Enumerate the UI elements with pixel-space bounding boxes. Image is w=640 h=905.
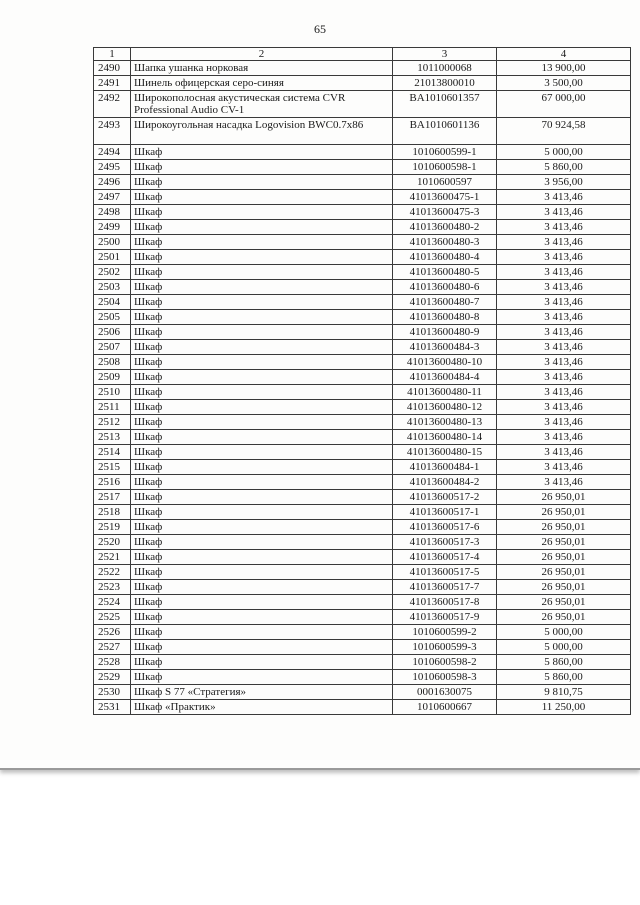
table-row [94,325,631,340]
value-cell: 26 950,01 [497,535,631,550]
item-name-cell: Шкаф [131,400,393,415]
value-cell: 3 500,00 [497,76,631,91]
table-row [94,385,631,400]
table-row [94,550,631,565]
value-cell: 3 413,46 [497,220,631,235]
value-cell: 3 413,46 [497,235,631,250]
row-number-cell: 2520 [94,535,131,550]
item-name-cell: Широкоугольная насадка Logovision BWC0.7x86 [131,118,393,145]
item-name-cell: Шкаф [131,445,393,460]
row-number-cell: 2505 [94,310,131,325]
row-number-cell: 2528 [94,655,131,670]
item-name-cell: Шкаф [131,580,393,595]
item-name-cell: Шкаф [131,505,393,520]
item-name-cell: Шкаф [131,595,393,610]
inventory-code-cell: 41013600480-10 [393,355,497,370]
inventory-code-cell: 0001630075 [393,685,497,700]
value-cell: 3 413,46 [497,415,631,430]
item-name-cell: Шкаф [131,520,393,535]
item-name-cell: Шкаф [131,340,393,355]
item-name-cell: Шкаф [131,490,393,505]
value-cell: 3 413,46 [497,355,631,370]
inventory-code-cell: 41013600517-5 [393,565,497,580]
item-name-cell: Шкаф [131,610,393,625]
item-name-cell: Шкаф [131,550,393,565]
value-cell: 70 924,58 [497,118,631,145]
inventory-code-cell: 1010600598-3 [393,670,497,685]
inventory-code-cell: 41013600517-6 [393,520,497,535]
table-row [94,175,631,190]
table-row [94,460,631,475]
row-number-cell: 2494 [94,145,131,160]
table-body [94,61,631,715]
item-name-cell: Шкаф [131,310,393,325]
value-cell: 26 950,01 [497,505,631,520]
value-cell: 3 413,46 [497,370,631,385]
row-number-cell: 2525 [94,610,131,625]
item-name-cell: Шкаф [131,160,393,175]
table-row [94,400,631,415]
value-cell: 3 413,46 [497,190,631,205]
value-cell: 26 950,01 [497,595,631,610]
row-number-cell: 2493 [94,118,131,145]
item-name-cell: Шкаф S 77 «Стратегия» [131,685,393,700]
item-name-cell: Шкаф [131,190,393,205]
value-cell: 3 413,46 [497,205,631,220]
item-name-cell: Шкаф [131,655,393,670]
table-row [94,415,631,430]
table-row [94,595,631,610]
table-row [94,625,631,640]
item-name-cell: Шкаф [131,145,393,160]
item-name-cell: Шкаф [131,385,393,400]
row-number-cell: 2491 [94,76,131,91]
table-row [94,685,631,700]
table-row [94,640,631,655]
value-cell: 13 900,00 [497,61,631,76]
item-name-cell: Шкаф [131,175,393,190]
inventory-code-cell: 41013600517-3 [393,535,497,550]
value-cell: 3 413,46 [497,400,631,415]
table-row [94,118,631,145]
row-number-cell: 2515 [94,460,131,475]
table-row [94,295,631,310]
row-number-cell: 2501 [94,250,131,265]
row-number-cell: 2519 [94,520,131,535]
value-cell: 5 860,00 [497,670,631,685]
table-row [94,370,631,385]
inventory-code-cell: 41013600480-13 [393,415,497,430]
inventory-code-cell: 41013600517-2 [393,490,497,505]
table-row [94,670,631,685]
table-row [94,160,631,175]
value-cell: 3 413,46 [497,295,631,310]
inventory-code-cell: 41013600484-4 [393,370,497,385]
value-cell: 11 250,00 [497,700,631,715]
row-number-cell: 2511 [94,400,131,415]
table-row [94,205,631,220]
table-row [94,265,631,280]
value-cell: 5 860,00 [497,655,631,670]
value-cell: 26 950,01 [497,550,631,565]
value-cell: 3 413,46 [497,280,631,295]
value-cell: 5 000,00 [497,625,631,640]
item-name-cell: Шкаф [131,670,393,685]
row-number-cell: 2529 [94,670,131,685]
inventory-code-cell: 1010600667 [393,700,497,715]
table-row [94,580,631,595]
value-cell: 3 413,46 [497,430,631,445]
value-cell: 5 000,00 [497,640,631,655]
value-cell: 26 950,01 [497,580,631,595]
item-name-cell: Шапка ушанка норковая [131,61,393,76]
value-cell: 3 413,46 [497,265,631,280]
row-number-cell: 2524 [94,595,131,610]
inventory-code-cell: 41013600480-5 [393,265,497,280]
row-number-cell: 2517 [94,490,131,505]
row-number-cell: 2518 [94,505,131,520]
row-number-cell: 2499 [94,220,131,235]
row-number-cell: 2508 [94,355,131,370]
inventory-code-cell: 41013600480-3 [393,235,497,250]
inventory-code-cell: 1010600598-1 [393,160,497,175]
row-number-cell: 2531 [94,700,131,715]
value-cell: 5 860,00 [497,160,631,175]
table-row [94,91,631,118]
table-row [94,340,631,355]
row-number-cell: 2527 [94,640,131,655]
value-cell: 67 000,00 [497,91,631,118]
item-name-cell: Шкаф [131,460,393,475]
table-header-row [94,48,631,61]
inventory-code-cell: BA1010601357 [393,91,497,118]
item-name-cell: Шкаф [131,235,393,250]
table-row [94,490,631,505]
inventory-code-cell: 41013600475-1 [393,190,497,205]
value-cell: 3 413,46 [497,475,631,490]
row-number-cell: 2526 [94,625,131,640]
item-name-cell: Шкаф [131,325,393,340]
row-number-cell: 2507 [94,340,131,355]
value-cell: 26 950,01 [497,610,631,625]
item-name-cell: Шкаф [131,250,393,265]
row-number-cell: 2522 [94,565,131,580]
row-number-cell: 2523 [94,580,131,595]
inventory-code-cell: 1010600599-1 [393,145,497,160]
inventory-code-cell: 41013600517-9 [393,610,497,625]
value-cell: 26 950,01 [497,490,631,505]
value-cell: 3 413,46 [497,310,631,325]
table-row [94,250,631,265]
row-number-cell: 2516 [94,475,131,490]
table-row [94,565,631,580]
item-name-cell: Шкаф [131,475,393,490]
table-row [94,655,631,670]
row-number-cell: 2496 [94,175,131,190]
row-number-cell: 2504 [94,295,131,310]
inventory-code-cell: 41013600480-12 [393,400,497,415]
row-number-cell: 2500 [94,235,131,250]
row-number-cell: 2492 [94,91,131,118]
row-number-cell: 2502 [94,265,131,280]
table-row [94,280,631,295]
column-header-1: 1 [94,48,131,61]
column-header-2: 2 [131,48,393,61]
table-row [94,61,631,76]
column-header-3: 3 [393,48,497,61]
item-name-cell: Шкаф [131,430,393,445]
row-number-cell: 2498 [94,205,131,220]
inventory-code-cell: 41013600480-2 [393,220,497,235]
row-number-cell: 2510 [94,385,131,400]
page-number: 65 [314,22,326,36]
item-name-cell: Шинель офицерская серо-синяя [131,76,393,91]
inventory-code-cell: 41013600480-15 [393,445,497,460]
row-number-cell: 2495 [94,160,131,175]
inventory-code-cell: 41013600480-7 [393,295,497,310]
item-name-cell: Шкаф [131,265,393,280]
inventory-code-cell: 41013600480-4 [393,250,497,265]
inventory-code-cell: 41013600480-9 [393,325,497,340]
row-number-cell: 2490 [94,61,131,76]
item-name-cell: Шкаф [131,295,393,310]
inventory-code-cell: 1010600599-3 [393,640,497,655]
value-cell: 26 950,01 [497,565,631,580]
inventory-code-cell: 41013600484-2 [393,475,497,490]
row-number-cell: 2503 [94,280,131,295]
row-number-cell: 2530 [94,685,131,700]
inventory-table [93,47,631,715]
value-cell: 5 000,00 [497,145,631,160]
inventory-code-cell: 41013600480-8 [393,310,497,325]
value-cell: 3 413,46 [497,460,631,475]
inventory-code-cell: 41013600517-1 [393,505,497,520]
value-cell: 9 810,75 [497,685,631,700]
value-cell: 3 956,00 [497,175,631,190]
value-cell: 3 413,46 [497,340,631,355]
item-name-cell: Шкаф [131,565,393,580]
row-number-cell: 2512 [94,415,131,430]
inventory-code-cell: 41013600480-6 [393,280,497,295]
item-name-cell: Широкополосная акустическая система CVR Professional Audio CV-1 [131,91,393,118]
inventory-code-cell: BA1010601136 [393,118,497,145]
inventory-code-cell: 41013600517-7 [393,580,497,595]
value-cell: 3 413,46 [497,385,631,400]
table-row [94,145,631,160]
item-name-cell: Шкаф [131,625,393,640]
value-cell: 3 413,46 [497,250,631,265]
item-name-cell: Шкаф [131,640,393,655]
row-number-cell: 2513 [94,430,131,445]
inventory-code-cell: 41013600517-8 [393,595,497,610]
row-number-cell: 2521 [94,550,131,565]
inventory-code-cell: 1010600598-2 [393,655,497,670]
table-row [94,355,631,370]
table-row [94,76,631,91]
value-cell: 3 413,46 [497,445,631,460]
row-number-cell: 2509 [94,370,131,385]
value-cell: 26 950,01 [497,520,631,535]
item-name-cell: Шкаф [131,205,393,220]
item-name-cell: Шкаф [131,220,393,235]
table-row [94,445,631,460]
item-name-cell: Шкаф [131,370,393,385]
inventory-code-cell: 21013800010 [393,76,497,91]
table-row [94,235,631,250]
table-row [94,220,631,235]
row-number-cell: 2514 [94,445,131,460]
table-row [94,505,631,520]
table-row [94,535,631,550]
item-name-cell: Шкаф «Практик» [131,700,393,715]
inventory-code-cell: 41013600480-14 [393,430,497,445]
column-header-4: 4 [497,48,631,61]
row-number-cell: 2506 [94,325,131,340]
table-row [94,430,631,445]
item-name-cell: Шкаф [131,280,393,295]
inventory-code-cell: 1011000068 [393,61,497,76]
inventory-code-cell: 1010600599-2 [393,625,497,640]
table-row [94,190,631,205]
row-number-cell: 2497 [94,190,131,205]
item-name-cell: Шкаф [131,535,393,550]
table-row [94,610,631,625]
inventory-code-cell: 41013600480-11 [393,385,497,400]
inventory-code-cell: 41013600517-4 [393,550,497,565]
table-row [94,520,631,535]
inventory-code-cell: 1010600597 [393,175,497,190]
table-row [94,475,631,490]
inventory-code-cell: 41013600475-3 [393,205,497,220]
table-row [94,700,631,715]
inventory-code-cell: 41013600484-1 [393,460,497,475]
value-cell: 3 413,46 [497,325,631,340]
item-name-cell: Шкаф [131,415,393,430]
table-row [94,310,631,325]
item-name-cell: Шкаф [131,355,393,370]
inventory-code-cell: 41013600484-3 [393,340,497,355]
